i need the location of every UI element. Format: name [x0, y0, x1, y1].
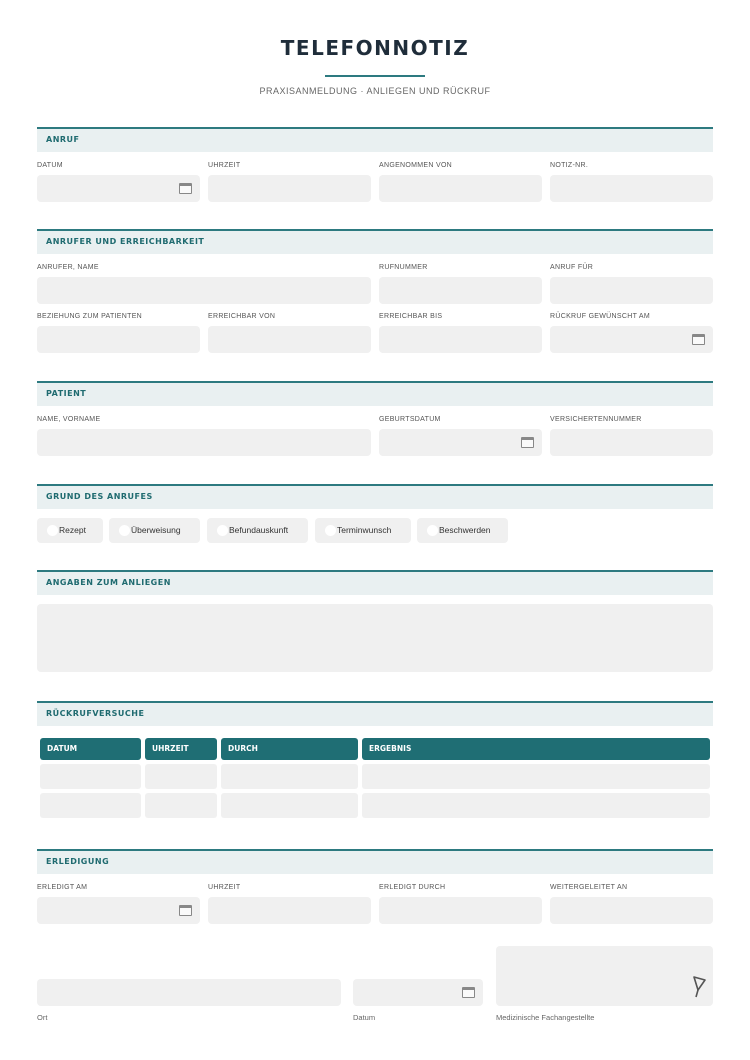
label-rueckruf-am: RÜCKRUF GEWÜNSCHT AM [550, 313, 650, 320]
section-title: ERLEDIGUNG [46, 857, 110, 866]
calendar-icon[interactable] [179, 905, 192, 916]
table-header-durch: DURCH [221, 738, 358, 760]
radio-button[interactable] [427, 525, 438, 536]
table-cell[interactable] [40, 764, 141, 789]
label-erreichbar-von: ERREICHBAR VON [208, 313, 276, 320]
erreichbar-bis-field[interactable] [379, 326, 542, 353]
section-header-anliegen [37, 570, 713, 595]
reason-option-beschwerden[interactable]: Beschwerden [417, 518, 508, 543]
label-datum: DATUM [37, 162, 63, 169]
datum-field[interactable] [37, 175, 200, 202]
pen-nib-icon [692, 973, 708, 1001]
label-geburtsdatum: GEBURTSDATUM [379, 416, 441, 423]
label-versichertennummer: VERSICHERTENNUMMER [550, 416, 642, 423]
calendar-icon[interactable] [179, 183, 192, 194]
anruf-fuer-field[interactable] [550, 277, 713, 304]
table-cell[interactable] [362, 793, 710, 818]
ort-field[interactable] [37, 979, 341, 1006]
erledigt-durch-field[interactable] [379, 897, 542, 924]
section-header-anruf [37, 127, 713, 152]
table-header-ergebnis: ERGEBNIS [362, 738, 710, 760]
section-header-anrufer [37, 229, 713, 254]
label-erledigt-am: ERLEDIGT AM [37, 884, 88, 891]
label-rufnummer: RUFNUMMER [379, 264, 428, 271]
reason-option-terminwunsch[interactable]: Terminwunsch [315, 518, 411, 543]
label-uhrzeit: UHRZEIT [208, 884, 241, 891]
calendar-icon[interactable] [521, 437, 534, 448]
calendar-icon[interactable] [692, 334, 705, 345]
erledigt-am-field[interactable] [37, 897, 200, 924]
page-subtitle: PRAXISANMELDUNG · ANLIEGEN UND RÜCKRUF [259, 86, 491, 96]
reason-option-befundauskunft[interactable]: Befundauskunft [207, 518, 308, 543]
geburtsdatum-field[interactable] [379, 429, 542, 456]
section-title: GRUND DES ANRUFES [46, 492, 153, 501]
label-erreichbar-bis: ERREICHBAR BIS [379, 313, 443, 320]
section-header-rueckruf [37, 701, 713, 726]
title-divider [325, 75, 425, 77]
label-notiz-nr: NOTIZ-NR. [550, 162, 589, 169]
section-title: RÜCKRUFVERSUCHE [46, 709, 145, 718]
beziehung-field[interactable] [37, 326, 200, 353]
radio-button[interactable] [325, 525, 336, 536]
signature-field[interactable] [496, 946, 713, 1006]
radio-button[interactable] [217, 525, 228, 536]
table-cell[interactable] [145, 793, 217, 818]
angenommen-von-field[interactable] [379, 175, 542, 202]
label-patient-name: NAME, VORNAME [37, 416, 101, 423]
label-beziehung: BEZIEHUNG ZUM PATIENTEN [37, 313, 143, 320]
table-cell[interactable] [221, 793, 358, 818]
label-ort: Ort [37, 1013, 48, 1022]
reason-option-rezept[interactable]: Rezept [37, 518, 103, 543]
table-cell[interactable] [40, 793, 141, 818]
label-erledigt-durch: ERLEDIGT DURCH [379, 884, 446, 891]
label-anrufer-name: ANRUFER, NAME [37, 264, 99, 271]
table-cell[interactable] [221, 764, 358, 789]
signature-datum-field[interactable] [353, 979, 483, 1006]
table-cell[interactable] [145, 764, 217, 789]
anrufer-name-field[interactable] [37, 277, 371, 304]
rufnummer-field[interactable] [379, 277, 542, 304]
section-header-erledigung [37, 849, 713, 874]
label-weitergeleitet: WEITERGELEITET AN [550, 884, 628, 891]
section-title: ANGABEN ZUM ANLIEGEN [46, 578, 171, 587]
weitergeleitet-field[interactable] [550, 897, 713, 924]
section-header-patient [37, 381, 713, 406]
uhrzeit-field[interactable] [208, 175, 371, 202]
radio-button[interactable] [119, 525, 130, 536]
erreichbar-von-field[interactable] [208, 326, 371, 353]
section-title: ANRUF [46, 135, 80, 144]
anliegen-textarea[interactable] [37, 604, 713, 672]
versichertennummer-field[interactable] [550, 429, 713, 456]
label-uhrzeit: UHRZEIT [208, 162, 241, 169]
label-angenommen-von: ANGENOMMEN VON [379, 162, 453, 169]
label-unterschrift: Medizinische Fachangestellte [496, 1013, 595, 1022]
notiz-nr-field[interactable] [550, 175, 713, 202]
patient-name-field[interactable] [37, 429, 371, 456]
table-header-uhrzeit: UHRZEIT [145, 738, 217, 760]
rueckruf-am-field[interactable] [550, 326, 713, 353]
section-title: ANRUFER UND ERREICHBARKEIT [46, 237, 205, 246]
page-title: TELEFONNOTIZ [280, 36, 470, 60]
reason-option-ueberweisung[interactable]: Überweisung [109, 518, 200, 543]
table-header-datum: DATUM [40, 738, 141, 760]
erledigt-uhrzeit-field[interactable] [208, 897, 371, 924]
table-cell[interactable] [362, 764, 710, 789]
section-header-grund [37, 484, 713, 509]
radio-button[interactable] [47, 525, 58, 536]
calendar-icon[interactable] [462, 987, 475, 998]
section-title: PATIENT [46, 389, 87, 398]
label-signature-datum: Datum [353, 1013, 376, 1022]
label-anruf-fuer: ANRUF FÜR [550, 264, 594, 271]
